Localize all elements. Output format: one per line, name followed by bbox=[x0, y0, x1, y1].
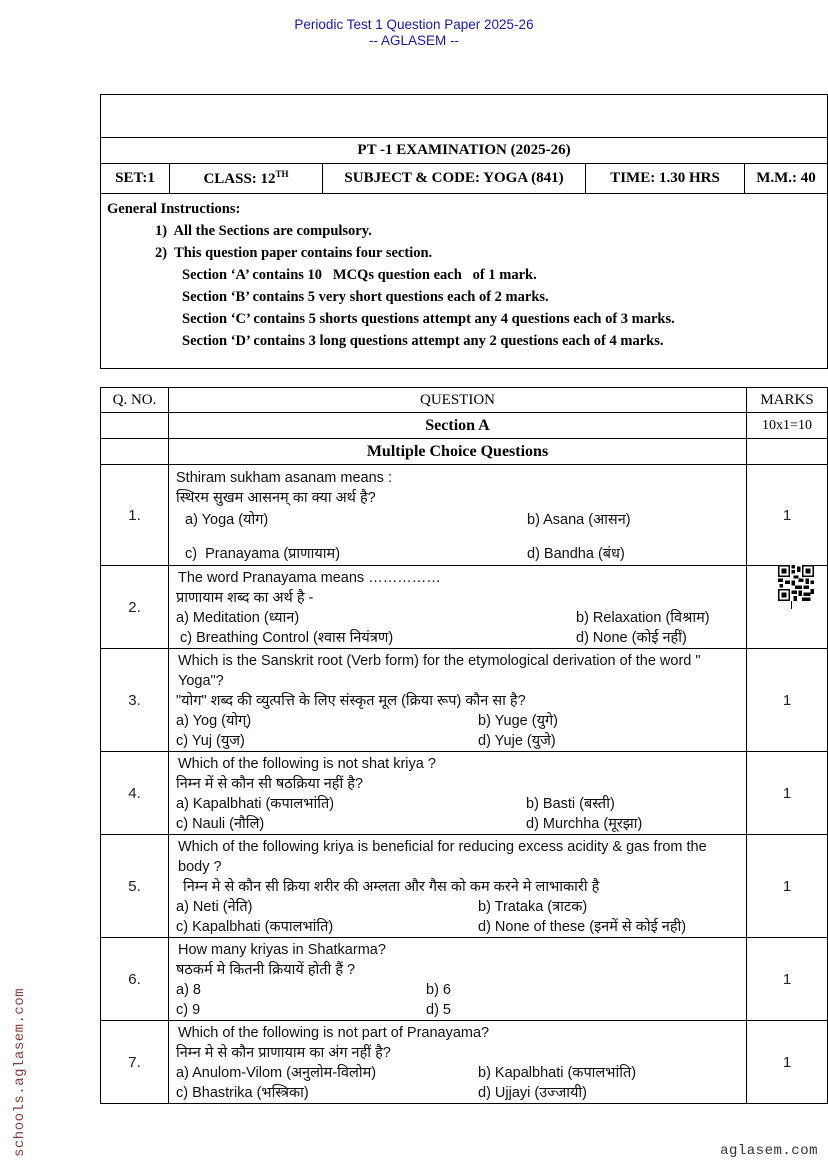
option-c: c) Yuj (युज) bbox=[176, 733, 245, 749]
option-b: b) Kapalbhati (कपालभांति) bbox=[478, 1065, 637, 1081]
option-a: a) Meditation (ध्यान) bbox=[176, 610, 300, 626]
question-number: 2. bbox=[101, 566, 169, 649]
question-marks: 1 bbox=[747, 1021, 828, 1104]
option-b: b) Trataka (त्राटक) bbox=[478, 899, 588, 915]
question-body bbox=[169, 938, 747, 1021]
question-en: Which of the following is not part of Pranayama? bbox=[178, 1025, 490, 1041]
instruction-item: 2) This question paper contains four section. bbox=[155, 245, 433, 261]
time-label: TIME: 1.30 HRS bbox=[586, 164, 745, 194]
footer-watermark: aglasem.com bbox=[720, 1143, 818, 1159]
header-qno: Q. NO. bbox=[101, 388, 169, 413]
question-number: 1. bbox=[101, 465, 169, 566]
option-a: a) Kapalbhati (कपालभांति) bbox=[176, 796, 335, 812]
question-hi: षठकर्म मे कितनी क्रियायें होती हैं ? bbox=[176, 962, 356, 978]
option-a: a) Yoga (योग) bbox=[185, 512, 269, 528]
option-c: c) Bhastrika (भस्त्रिका) bbox=[176, 1085, 309, 1101]
question-row bbox=[101, 835, 828, 938]
empty-cell bbox=[101, 413, 169, 439]
question-row bbox=[101, 938, 828, 1021]
question-number: 4. bbox=[101, 752, 169, 835]
subject-label: SUBJECT & CODE: YOGA (841) bbox=[323, 164, 586, 194]
class-text: CLASS: 12 bbox=[203, 171, 276, 187]
question-en: Which of the following kriya is beneficial for reducing excess acidity & gas from the body ? bbox=[178, 839, 707, 875]
question-number: 7. bbox=[101, 1021, 169, 1104]
section-instruction: Section ‘D’ contains 3 long questions attempt any 2 questions each of 4 marks. bbox=[182, 333, 664, 349]
general-instructions bbox=[101, 194, 828, 369]
question-body bbox=[169, 649, 747, 752]
question-en: Sthiram sukham asanam means : bbox=[176, 470, 392, 486]
question-row bbox=[101, 1021, 828, 1104]
section-marks: 10x1=10 bbox=[747, 413, 828, 439]
header-brand: -- AGLASEM -- bbox=[368, 33, 459, 48]
option-d: d) Murchha (मूरझा) bbox=[526, 816, 643, 832]
section-instruction: Section ‘B’ contains 5 very short questions each of 2 marks. bbox=[182, 289, 549, 305]
question-marks: 1 bbox=[747, 835, 828, 938]
option-b: b) Asana (आसन) bbox=[527, 512, 631, 528]
question-row bbox=[101, 465, 828, 566]
max-marks-label: M.M.: 40 bbox=[745, 164, 828, 194]
option-c: c) 9 bbox=[176, 1002, 201, 1018]
question-en: Which is the Sanskrit root (Verb form) for the etymological derivation of the word " Yoga"? bbox=[178, 653, 701, 689]
option-c: c) Pranayama (प्राणायाम) bbox=[185, 546, 341, 562]
question-marks: 1 bbox=[747, 465, 828, 566]
class-sup: TH bbox=[275, 169, 289, 179]
question-body bbox=[169, 465, 747, 566]
blank-row bbox=[101, 95, 828, 138]
instructions-title: General Instructions: bbox=[107, 201, 241, 217]
question-marks: 1 bbox=[747, 938, 828, 1021]
empty-cell bbox=[101, 439, 169, 465]
instruction-item: 1) All the Sections are compulsory. bbox=[155, 223, 372, 239]
question-body bbox=[169, 752, 747, 835]
option-c: c) Kapalbhati (कपालभांति) bbox=[176, 919, 334, 935]
header-title: Periodic Test 1 Question Paper 2025-26 bbox=[294, 17, 534, 32]
question-en: Which of the following is not shat kriya ? bbox=[178, 756, 436, 772]
question-en: How many kriyas in Shatkarma? bbox=[178, 942, 386, 958]
option-c: c) Breathing Control (श्वास नियंत्रण) bbox=[180, 630, 394, 646]
set-label: SET:1 bbox=[101, 164, 170, 194]
section-title: Section A bbox=[169, 413, 747, 439]
section-instruction: Section ‘A’ contains 10 MCQs question each of 1 mark. bbox=[182, 267, 537, 283]
option-b: b) Basti (बस्ती) bbox=[526, 796, 615, 812]
option-d: d) Ujjayi (उज्जायी) bbox=[478, 1085, 587, 1101]
question-en: The word Pranayama means …………… bbox=[178, 570, 441, 586]
option-b: b) Yuge (युगे) bbox=[478, 713, 558, 729]
question-body bbox=[169, 566, 747, 649]
option-d: d) Bandha (बंध) bbox=[527, 546, 625, 562]
exam-title: PT -1 EXAMINATION (2025-26) bbox=[101, 138, 828, 164]
question-marks: 1 bbox=[747, 649, 828, 752]
question-number: 3. bbox=[101, 649, 169, 752]
header-question: QUESTION bbox=[169, 388, 747, 413]
question-hi: प्राणायाम शब्द का अर्थ है - bbox=[176, 590, 314, 606]
question-body bbox=[169, 1021, 747, 1104]
option-d: d) 5 bbox=[426, 1002, 451, 1018]
option-b: b) Relaxation (विश्राम) bbox=[576, 610, 710, 626]
option-a: a) Anulom-Vilom (अनुलोम-विलोम) bbox=[176, 1065, 377, 1081]
qr-tick bbox=[791, 601, 792, 609]
option-b: b) 6 bbox=[426, 982, 451, 998]
question-number: 5. bbox=[101, 835, 169, 938]
side-watermark: schools.aglasem.com bbox=[12, 987, 28, 1157]
page-header bbox=[0, 17, 828, 49]
question-hi: स्थिरम सुखम आसनम् का क्या अर्थ है? bbox=[176, 490, 376, 506]
option-d: d) None of these (इनमें से कोई नही) bbox=[478, 919, 687, 935]
question-row bbox=[101, 752, 828, 835]
qr-code-icon bbox=[778, 565, 814, 601]
exam-header-table bbox=[100, 94, 828, 369]
header-marks: MARKS bbox=[747, 388, 828, 413]
question-hi: "योग" शब्द की व्युत्पत्ति के लिए संस्कृत मूल (क्रिया रूप) कौन सा है? bbox=[176, 693, 526, 709]
section-instruction: Section ‘C’ contains 5 shorts questions attempt any 4 questions each of 3 marks. bbox=[182, 311, 675, 327]
question-row bbox=[101, 566, 828, 649]
question-hi: निम्न मे से कौन प्राणायाम का अंग नहीं है? bbox=[176, 1045, 391, 1061]
question-body bbox=[169, 835, 747, 938]
option-d: d) Yuje (युजे) bbox=[478, 733, 556, 749]
option-c: c) Nauli (नौलि) bbox=[176, 816, 265, 832]
questions-table bbox=[100, 387, 828, 1104]
option-a: a) Neti (नेति) bbox=[176, 899, 253, 915]
option-a: a) 8 bbox=[176, 982, 201, 998]
empty-cell bbox=[747, 439, 828, 465]
question-row bbox=[101, 649, 828, 752]
question-hi: निम्न में से कौन सी षठक्रिया नहीं है? bbox=[176, 776, 364, 792]
section-subtitle: Multiple Choice Questions bbox=[169, 439, 747, 465]
question-hi: निम्न मे से कौन सी क्रिया शरीर की अम्लता और गैस को कम करने मे लाभाकारी है bbox=[183, 879, 600, 895]
question-number: 6. bbox=[101, 938, 169, 1021]
option-d: d) None (कोई नहीं) bbox=[576, 630, 687, 646]
class-label bbox=[170, 164, 323, 194]
question-marks: 1 bbox=[747, 752, 828, 835]
option-a: a) Yog (योग्) bbox=[176, 713, 252, 729]
